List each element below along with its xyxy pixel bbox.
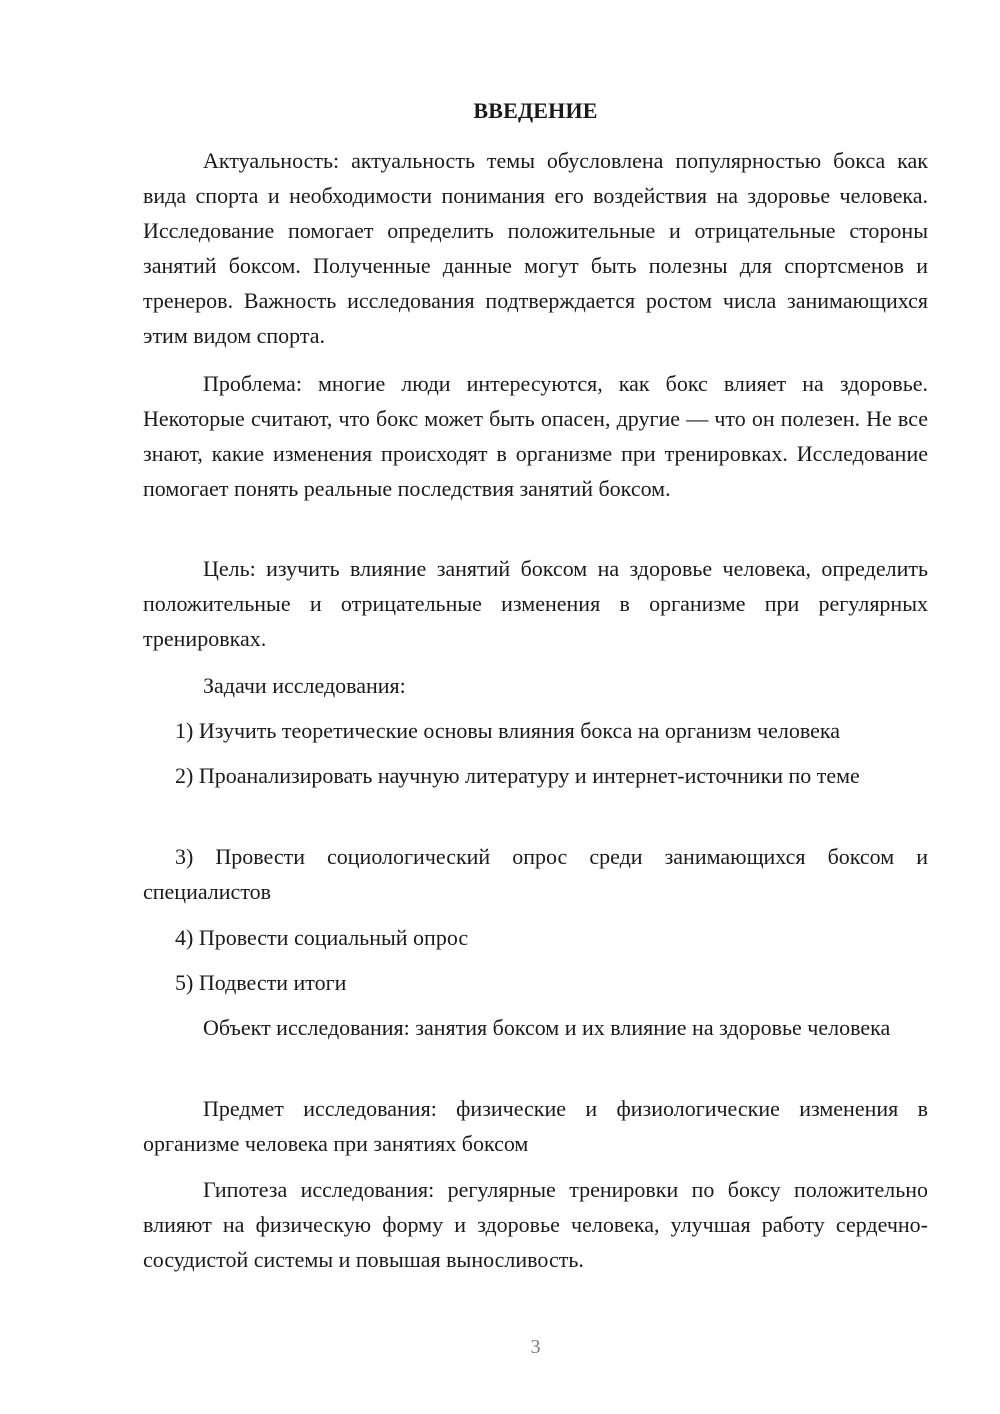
object-paragraph: Объект исследования: занятия боксом и их влияние на здоровье человека: [203, 1015, 891, 1040]
task-item-1: 1) Изучить теоретические основы влияния бокса на организм человека: [175, 718, 840, 743]
document-page: [143, 0, 928, 1414]
goal-paragraph: Цель: изучить влияние занятий боксом на здоровье человека, определить положительные и отрицательные изменения в организме при регулярных тренировках.: [143, 556, 928, 651]
task-item-4: 4) Провести социальный опрос: [175, 925, 469, 950]
task-item-5: 5) Подвести итоги: [175, 970, 347, 995]
task-item-2: 2) Проанализировать научную литературу и интернет-источники по теме: [175, 763, 860, 788]
relevance-paragraph: Актуальность: актуальность темы обусловлена популярностью бокса как вида спорта и необходимости понимания его воздействия на здоровье человека. Исследование помогает определить положительные и отрицательные стороны занятий боксом. Полученные данные могут быть полезны для спортсменов и тренеров. Важность исследования подтверждается ростом числа занимающихся этим видом спорта.: [143, 148, 928, 348]
tasks-heading: Задачи исследования:: [203, 673, 406, 698]
problem-paragraph: Проблема: многие люди интересуются, как бокс влияет на здоровье. Некоторые считают, что бокс может быть опасен, другие — что он полезен. Не все знают, какие изменения происходят в организме при тренировках. Исследование помогает понять реальные последствия занятий боксом.: [143, 371, 928, 501]
task-item-3: 3) Провести социологический опрос среди занимающихся боксом и специалистов: [143, 844, 928, 904]
page-number: 3: [530, 1336, 541, 1358]
subject-paragraph: Предмет исследования: физические и физиологические изменения в организме человека при занятиях боксом: [143, 1096, 928, 1156]
hypothesis-paragraph: Гипотеза исследования: регулярные тренировки по боксу положительно влияют на физическую форму и здоровье человека, улучшая работу сердечно-сосудистой системы и повышая выносливость.: [143, 1177, 928, 1272]
page-title: ВВЕДЕНИЕ: [473, 98, 598, 123]
